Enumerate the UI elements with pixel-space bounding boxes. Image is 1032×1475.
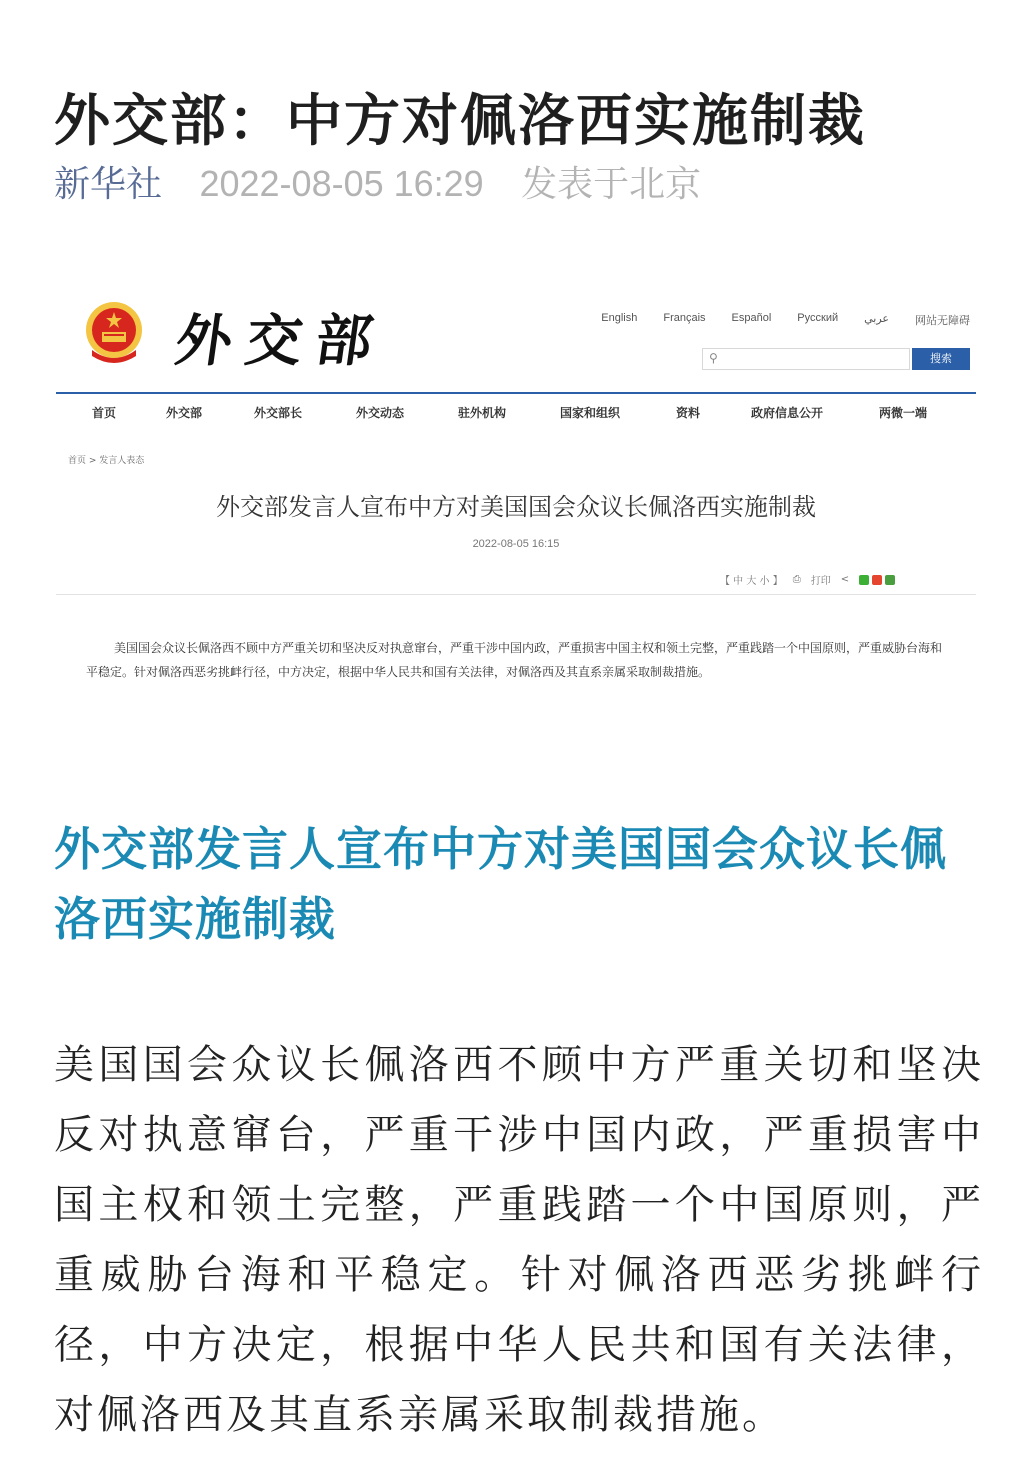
nav-item-countries[interactable]: 国家和组织: [560, 406, 621, 420]
site-logo[interactable]: 外交部: [171, 308, 391, 374]
breadcrumb[interactable]: 首页 > 发言人表态: [68, 456, 145, 466]
lang-russian[interactable]: Русский: [797, 312, 839, 324]
article-body: 美国国会众议长佩洛西不顾中方严重关切和坚决反对执意窜台，严重干涉中国内政，严重损害中国主权和领土完整，严重践踏一个中国原则，严重威胁台海和平稳定。针对佩洛西恶劣挑衅行径，中方决定，根据中华人民共和国有关法律，对佩洛西及其直系亲属采取制裁措施。: [54, 1042, 984, 1438]
lang-english[interactable]: English: [601, 312, 638, 324]
search-input[interactable]: [725, 351, 899, 367]
nav-divider: [56, 392, 976, 394]
article-headline: 外交部：中方对佩洛西实施制裁: [54, 88, 866, 154]
lang-french[interactable]: Français: [663, 312, 706, 324]
share-buttons: [859, 575, 895, 585]
lang-spanish[interactable]: Español: [731, 312, 772, 324]
nav-item-home[interactable]: 首页: [92, 406, 117, 420]
print-button[interactable]: 打印: [810, 576, 831, 587]
article-tools: [720, 572, 895, 587]
search-field[interactable]: [702, 348, 910, 370]
nav-item-news[interactable]: 外交动态: [356, 406, 405, 420]
search-icon: ⚲: [709, 351, 718, 365]
font-size-toggle[interactable]: 【 中 大 小 】: [720, 576, 783, 587]
nav-item-social[interactable]: 两微一端: [879, 406, 928, 420]
article-meta: [54, 160, 701, 209]
share-icon[interactable]: <: [840, 574, 850, 585]
search-button[interactable]: 搜索: [912, 348, 970, 370]
nav-item-ministry[interactable]: 外交部: [166, 406, 203, 420]
publish-datetime: 2022-08-05 16:29: [199, 163, 484, 204]
embed-article-body: 美国国会众议长佩洛西不顾中方严重关切和坚决反对执意窜台，严重干涉中国内政，严重损害中国主权和领土完整，严重践踏一个中国原则，严重威胁台海和平稳定。针对佩洛西恶劣挑衅行径，中方决定，根据中华人民共和国有关法律，对佩洛西及其直系亲属采取制裁措施。: [86, 641, 943, 679]
embedded-screenshot: [56, 278, 976, 708]
publish-location: 发表于北京: [521, 164, 702, 205]
nav-item-gov-info[interactable]: 政府信息公开: [751, 406, 824, 420]
nav-item-resources[interactable]: 资料: [676, 406, 701, 420]
main-nav: [56, 404, 976, 424]
section-subheading: 外交部发言人宣布中方对美国国会众议长佩洛西实施制裁: [54, 822, 947, 947]
lang-arabic[interactable]: عربي: [864, 313, 889, 325]
weibo-icon[interactable]: [872, 575, 882, 585]
language-links: [601, 312, 970, 328]
source-link[interactable]: 新华社: [54, 164, 163, 205]
national-emblem-icon: [84, 300, 144, 368]
wechat-icon[interactable]: [859, 575, 869, 585]
print-icon[interactable]: ⎙: [792, 574, 801, 585]
qzone-icon[interactable]: [885, 575, 895, 585]
nav-item-minister[interactable]: 外交部长: [254, 406, 303, 420]
embed-article-title: 外交部发言人宣布中方对美国国会众议长佩洛西实施制裁: [216, 493, 816, 521]
embed-article-date: 2022-08-05 16:15: [472, 538, 560, 550]
embed-divider: [56, 594, 976, 595]
accessibility-link[interactable]: 网站无障碍: [915, 315, 970, 327]
nav-item-missions[interactable]: 驻外机构: [458, 406, 507, 420]
